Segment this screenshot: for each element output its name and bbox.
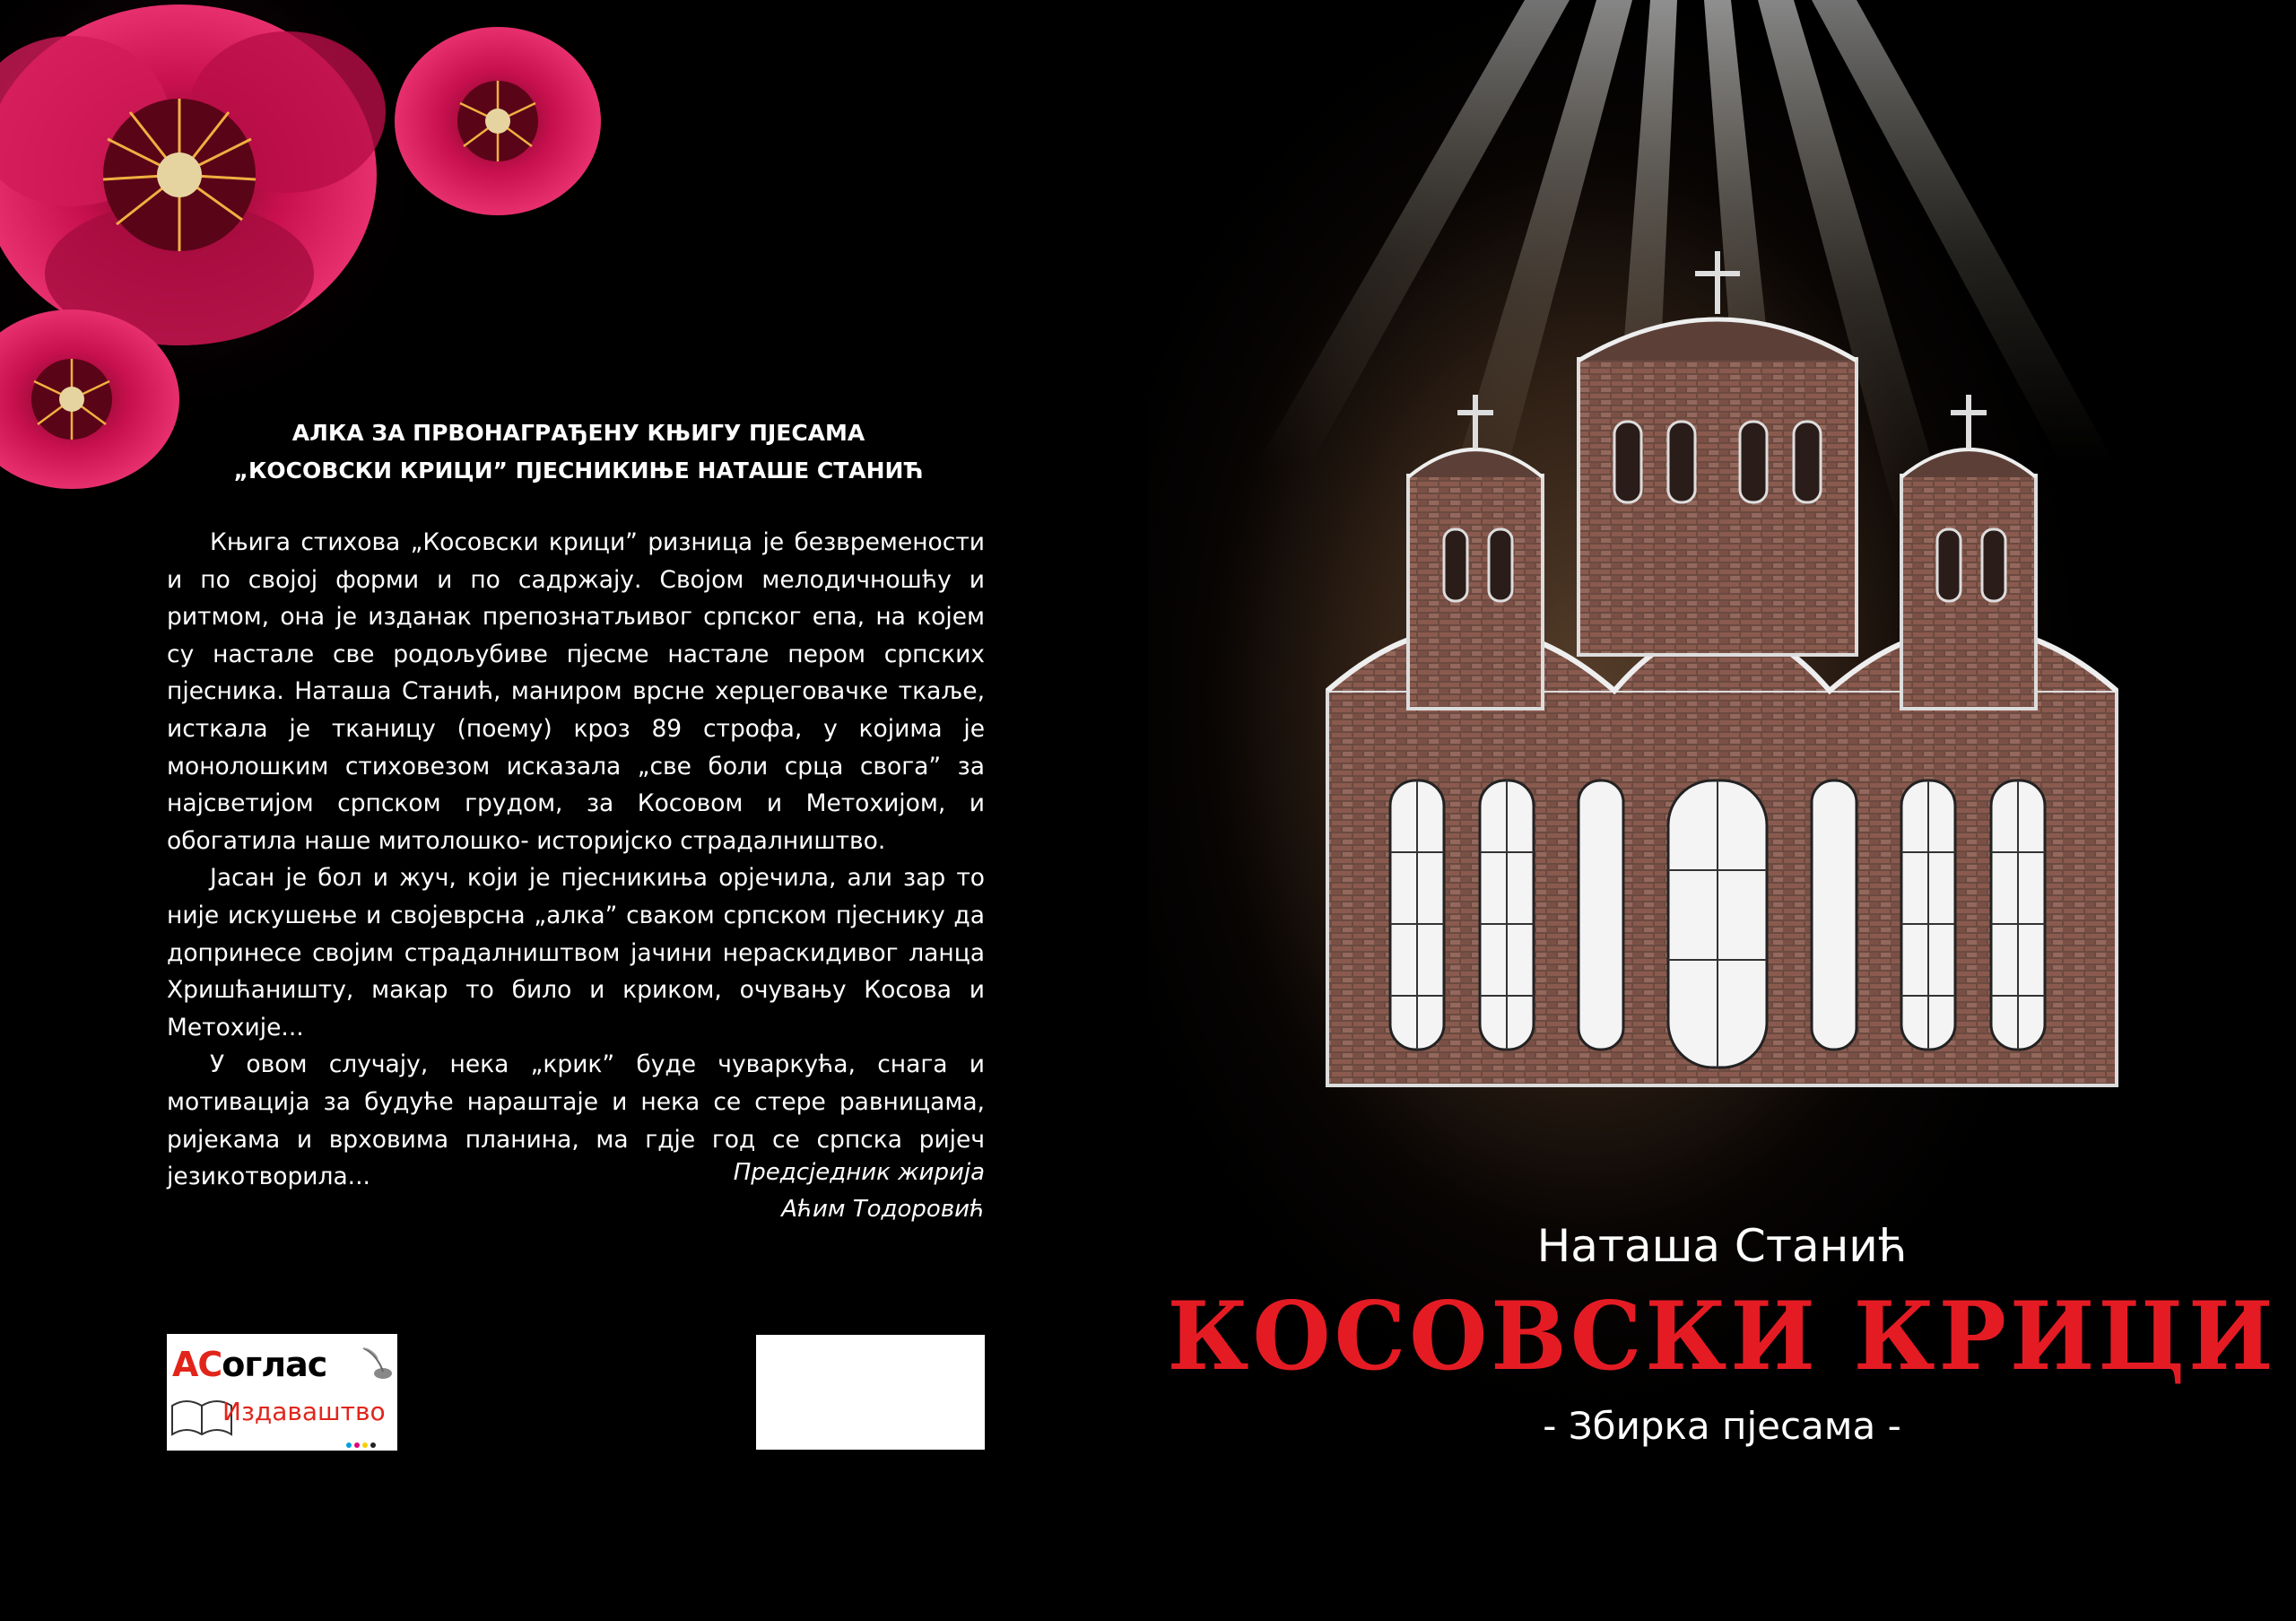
barcode-placeholder: [756, 1335, 985, 1450]
publisher-tagline: Издаваштво: [222, 1397, 386, 1426]
jury-signature: [538, 1155, 985, 1228]
monastery-church-illustration: [1309, 242, 2135, 1112]
back-cover-review-text: [167, 524, 985, 1196]
heading-line-1: АЛКА ЗА ПРВОНАГРАЂЕНУ КЊИГУ ПЈЕСАМА: [291, 420, 865, 446]
heading-line-2: „КОСОВСКИ КРИЦИ” ПЈЕСНИКИЊЕ НАТАШЕ СТАНИЋ: [233, 458, 924, 484]
signature-name: Аћим Тодоровић: [781, 1196, 985, 1223]
book-subtitle: - Збирка пјесама -: [1543, 1404, 1901, 1448]
back-cover-heading: [170, 414, 987, 490]
cmyk-dots-icon: [346, 1434, 378, 1451]
review-paragraph-2: Јасан је бол и жуч, који је пјесникиња орјечила, али зар то није искушење и својеврсна „алка” сваком српском пјеснику да допринесе својим страдалништвом јачини нераскидивог ланца Хришћаништу, макар то било и криком, очувању Косова и Метохије...: [167, 864, 985, 1041]
small-peony-right: [395, 27, 601, 215]
book-author: Наташа Станић: [1536, 1220, 1908, 1272]
review-paragraph-3: У овом случају, нека „крик” буде чуваркућа, снага и мотивација за будуће нараштаје и нека се стере равницама, ријекама и врховима планина, ма гдје год се српска ријеч језикотворила...: [167, 1050, 985, 1191]
book-title: КОСОВСКИ КРИЦИ: [1167, 1280, 2277, 1391]
publisher-logo: [167, 1334, 397, 1451]
publisher-name: АСоглас: [172, 1345, 327, 1384]
review-paragraph-1: Књига стихова „Косовски крици” ризница је безвремености и по својој форми и по садржају. Својом мелодичношћу и ритмом, она је изданак препознатљивог српског епа, на којем су настале све родољубиве пјесме настале пером српских пјесника. Наташа Станић, маниром врсне херцеговачке ткаље, исткала је тканицу (поему) кроз 89 строфа, у којима је монолошким стиховезом исказала „све боли срца свога” за најсветијом српском грудом, за Косовом и Метохијом, и обогатила наше митолошко- историјско страдалништво.: [167, 528, 985, 855]
quill-inkwell-icon: [360, 1345, 396, 1381]
signature-role: Предсједник жирија: [733, 1159, 985, 1186]
